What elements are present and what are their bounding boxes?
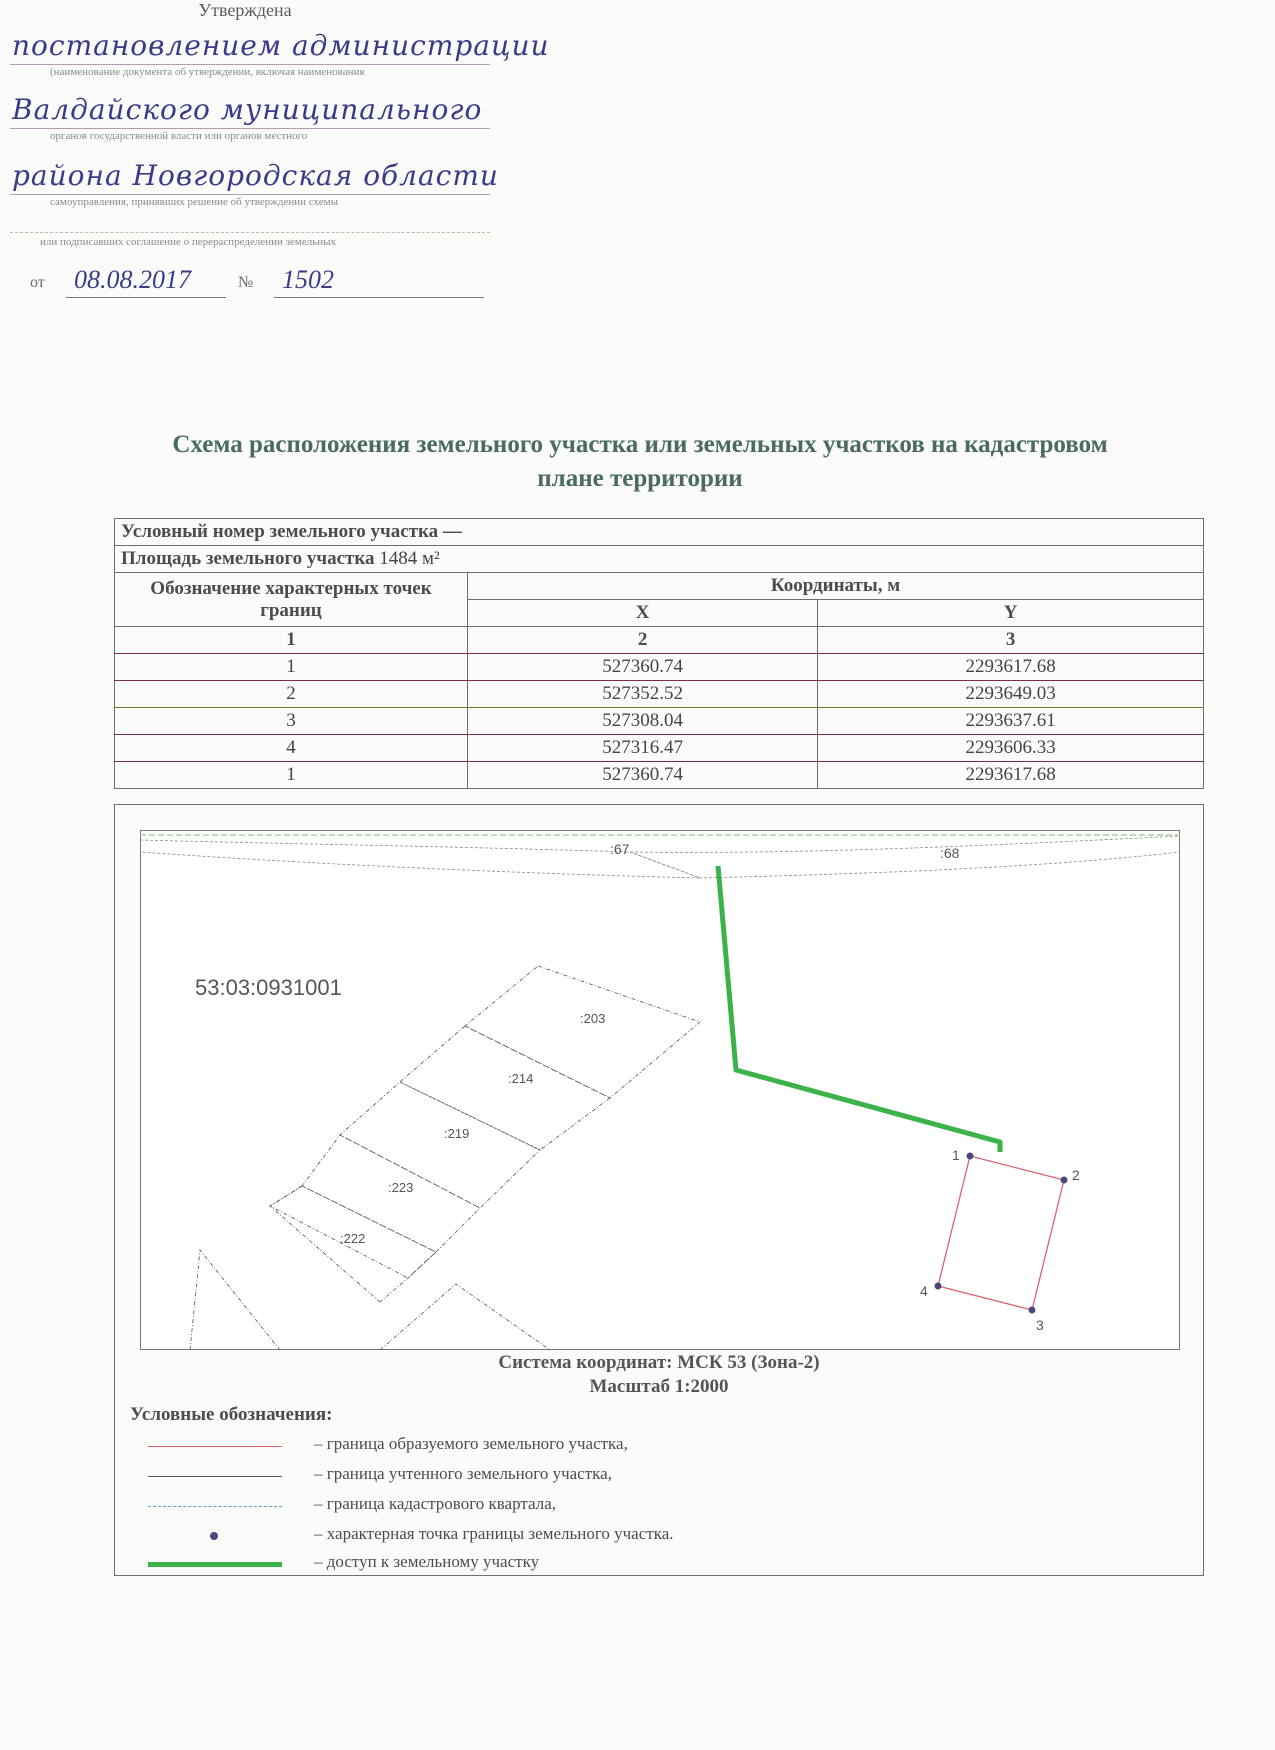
number-value: 1502 xyxy=(282,265,334,294)
legend-swatch xyxy=(148,1476,282,1477)
x-cell: 527352.52 xyxy=(468,681,818,708)
cadastral-map xyxy=(140,830,1180,1350)
approval-title: Утверждена xyxy=(198,0,292,20)
x-header: X xyxy=(468,600,818,627)
area-label: Площадь земельного участка xyxy=(121,548,375,569)
point-cell: 1 xyxy=(115,762,468,789)
header-row-1 xyxy=(115,573,1204,600)
handwritten-text-1: постановлением администрации xyxy=(12,29,550,62)
number-prefix: № xyxy=(238,274,254,291)
point-label-4: 4 xyxy=(920,1283,928,1299)
date-value: 08.08.2017 xyxy=(74,265,191,294)
column-number: 1 xyxy=(115,627,468,654)
table-row xyxy=(115,735,1204,762)
y-cell: 2293637.61 xyxy=(818,708,1204,735)
parcel-label-68: :68 xyxy=(940,845,960,861)
x-cell: 527316.47 xyxy=(468,735,818,762)
table-row xyxy=(115,762,1204,789)
parcel-label-222: :222 xyxy=(340,1231,366,1246)
hint-text-1: (наименование документа об утверждении, включая наименования xyxy=(50,66,365,78)
boundary-point-4 xyxy=(935,1283,942,1290)
legend-text: – граница кадастрового квартала, xyxy=(314,1494,556,1513)
coordinates-table xyxy=(114,518,1204,789)
y-cell: 2293606.33 xyxy=(818,735,1204,762)
x-cell: 527360.74 xyxy=(468,654,818,681)
legend-title: Условные обозначения: xyxy=(130,1404,333,1425)
approval-line-1 xyxy=(10,29,550,78)
approval-line-4 xyxy=(10,232,490,233)
legend-text: – характерная точка границы земельного участка. xyxy=(314,1524,674,1543)
table-row xyxy=(115,681,1204,708)
boundary-point-2 xyxy=(1061,1177,1068,1184)
table-row xyxy=(115,654,1204,681)
approval-date-row xyxy=(30,262,490,298)
plot-number-row xyxy=(115,519,1204,546)
y-cell: 2293649.03 xyxy=(818,681,1204,708)
legend-text: – граница образуемого земельного участка, xyxy=(314,1434,628,1453)
date-field xyxy=(66,261,226,298)
y-header: Y xyxy=(818,600,1204,627)
plot-number-label: Условный номер земельного участка — xyxy=(115,519,1204,546)
x-cell: 527360.74 xyxy=(468,762,818,789)
x-cell: 527308.04 xyxy=(468,708,818,735)
points-header: Обозначение характерных точек границ xyxy=(115,573,468,627)
point-cell: 2 xyxy=(115,681,468,708)
y-cell: 2293617.68 xyxy=(818,762,1204,789)
approval-line-2 xyxy=(10,93,490,142)
point-label-3: 3 xyxy=(1036,1317,1044,1333)
parcel-label-219: :219 xyxy=(444,1126,470,1141)
date-prefix: от xyxy=(30,274,45,291)
coords-header: Координаты, м xyxy=(468,573,1204,600)
legend-swatch xyxy=(148,1506,282,1507)
point-icon xyxy=(210,1532,218,1540)
legend-item-point xyxy=(148,1524,1148,1550)
point-label-2: 2 xyxy=(1072,1167,1080,1183)
column-number: 2 xyxy=(468,627,818,654)
legend-swatch xyxy=(148,1562,282,1567)
point-cell: 3 xyxy=(115,708,468,735)
area-row xyxy=(115,546,1204,573)
hint-text-2: органов государственной власти или органов местного xyxy=(50,130,308,142)
point-label-1: 1 xyxy=(952,1147,960,1163)
column-number: 3 xyxy=(818,627,1204,654)
legend-item-quarter-boundary xyxy=(148,1494,1148,1520)
number-field xyxy=(274,261,484,298)
parcel-label-203: :203 xyxy=(580,1011,606,1026)
approval-line-3 xyxy=(10,159,499,208)
coordinate-system: Система координат: МСК 53 (Зона-2) xyxy=(498,1352,820,1373)
table-row xyxy=(115,708,1204,735)
handwritten-text-2: Валдайского муниципального xyxy=(12,93,483,126)
legend-item-new-boundary xyxy=(148,1434,1148,1460)
point-cell: 1 xyxy=(115,654,468,681)
parcel-label-67: :67 xyxy=(610,841,630,857)
handwritten-text-3: района Новгородская области xyxy=(12,159,499,192)
legend-text: – граница учтенного земельного участка, xyxy=(314,1464,612,1483)
legend-swatch xyxy=(148,1446,282,1447)
column-numbers-row xyxy=(115,627,1204,654)
hint-text-3: самоуправления, принявших решение об утверждении схемы xyxy=(50,196,338,208)
point-cell: 4 xyxy=(115,735,468,762)
area-cell xyxy=(115,546,1204,573)
area-value: 1484 м² xyxy=(379,548,440,569)
boundary-point-1 xyxy=(967,1153,974,1160)
map-border xyxy=(141,831,1180,1350)
parcel-label-214: :214 xyxy=(508,1071,534,1086)
legend-item-access xyxy=(148,1552,1148,1578)
legend-item-existing-boundary xyxy=(148,1464,1148,1490)
hint-text-4: или подписавших соглашение о перераспределении земельных xyxy=(40,236,337,248)
y-cell: 2293617.68 xyxy=(818,654,1204,681)
document-title: Схема расположения земельного участка или земельных участков на кадастровом плане территории xyxy=(172,431,1108,492)
map-scale: Масштаб 1:2000 xyxy=(589,1376,729,1397)
legend-text: – доступ к земельному участку xyxy=(314,1552,540,1571)
quarter-label: 53:03:0931001 xyxy=(195,975,342,1000)
parcel-label-223: :223 xyxy=(388,1180,414,1195)
boundary-point-3 xyxy=(1029,1307,1036,1314)
